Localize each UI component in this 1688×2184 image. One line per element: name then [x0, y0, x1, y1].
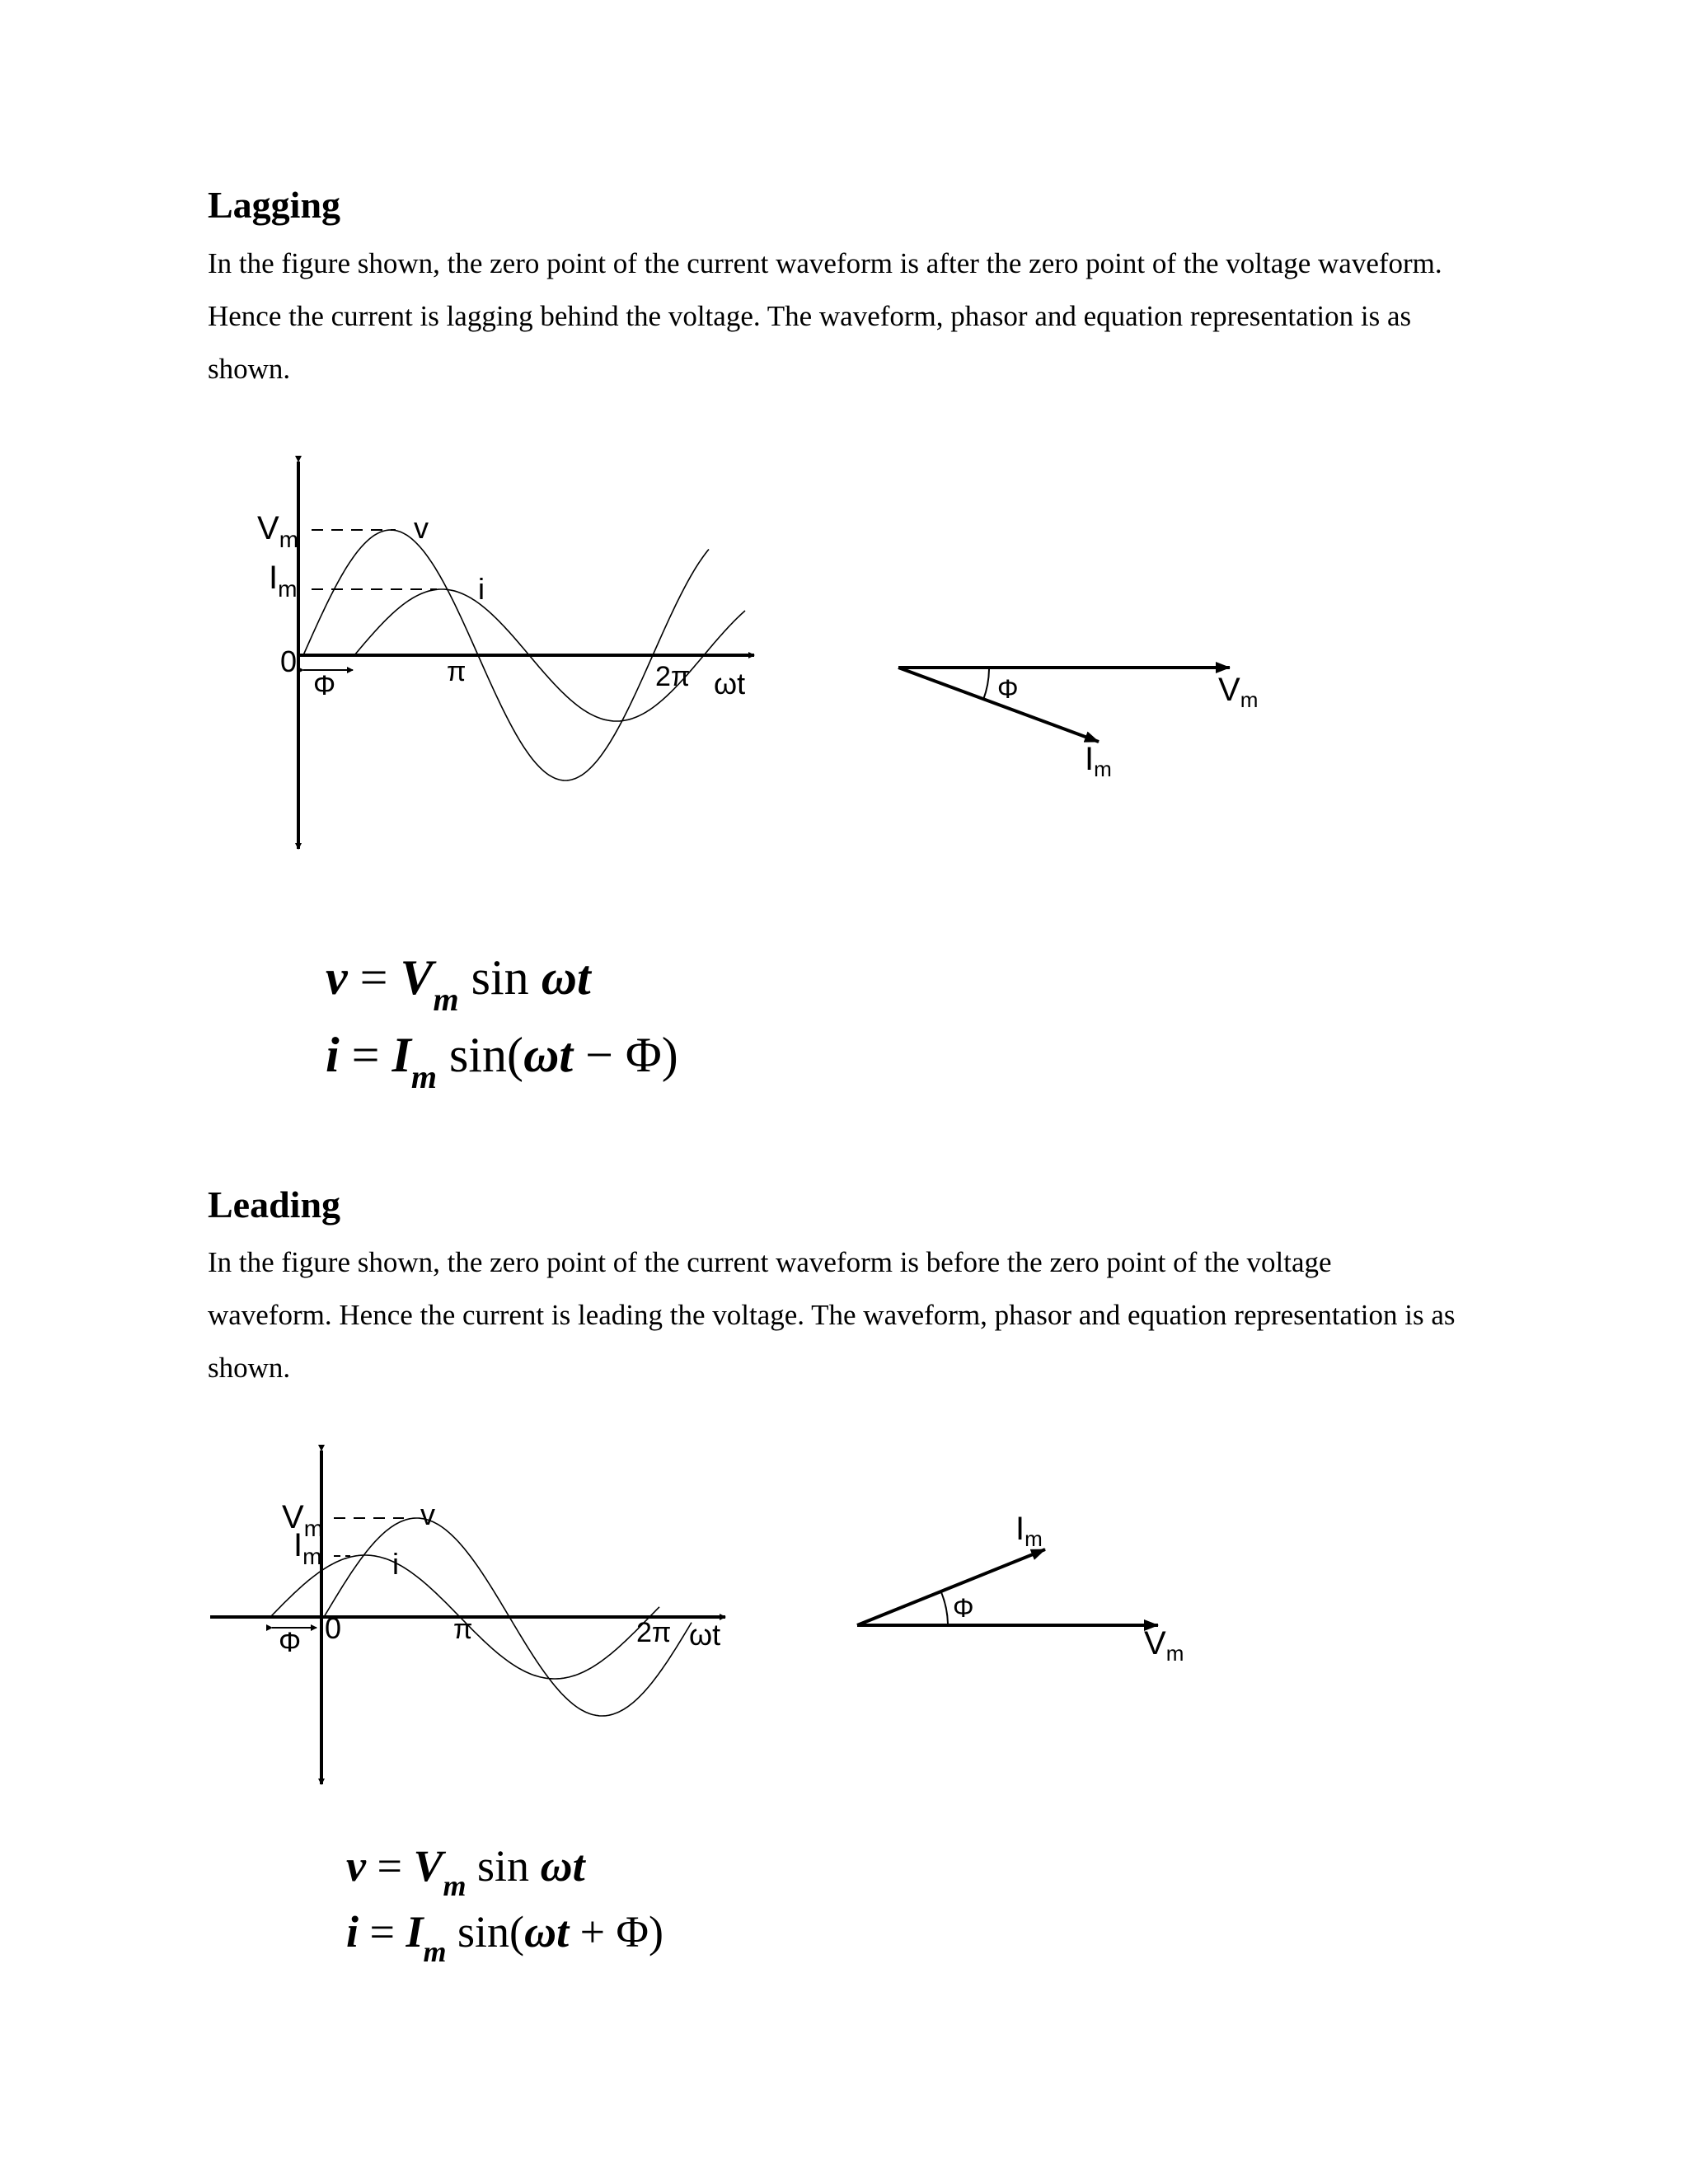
lagging-phi-label: Φ [313, 670, 336, 701]
leading-paragraph: In the figure shown, the zero point of the current waveform is before the zero point of the voltage waveform. Hence the current is leading the voltage. The waveform, phasor and equation representation is as shown. [208, 1246, 1456, 1384]
leading-phi-arc [941, 1592, 948, 1624]
leading-vm-label: $V_m$ [282, 1499, 324, 1541]
lagging-heading: Lagging [208, 184, 341, 226]
lagging-waveform-diagram [257, 462, 754, 849]
lagging-voltage-equation: $v = V_m$ sin ωt [326, 950, 591, 1018]
lagging-pi-label: π [447, 656, 467, 687]
lagging-phasor-vm-label: $V_m$ [1218, 672, 1259, 712]
leading-v-label: v [420, 1497, 435, 1531]
lagging-wt-label: ωt [714, 667, 746, 701]
leading-phasor-vm-label: $V_m$ [1144, 1625, 1184, 1666]
leading-im-phasor [857, 1549, 1045, 1625]
lagging-im-label: $I_m$ [269, 560, 298, 602]
leading-phasor-phi-label: Φ [953, 1593, 974, 1623]
leading-voltage-equation: $v = V_m$ sin ωt [346, 1841, 585, 1902]
lagging-phasor-diagram [898, 668, 1258, 781]
lagging-v-label: v [414, 511, 429, 545]
leading-2pi-label: 2π [636, 1617, 672, 1648]
leading-i-label: i [392, 1547, 399, 1581]
leading-current-equation: $i = I_m$ sin(ωt + Φ) [346, 1907, 664, 1968]
leading-wt-label: ωt [689, 1618, 721, 1652]
lagging-phi-arc [983, 669, 989, 700]
lagging-phasor-phi-label: Φ [997, 674, 1019, 704]
leading-phasor-diagram [857, 1511, 1184, 1666]
lagging-zero-label: 0 [280, 644, 298, 678]
lagging-equations [326, 950, 678, 1095]
leading-equations [346, 1841, 663, 1968]
lagging-phasor-im-label: $I_m$ [1085, 741, 1112, 781]
lagging-2pi-label: 2π [655, 661, 691, 692]
leading-zero-label: 0 [325, 1611, 342, 1645]
leading-heading: Leading [208, 1183, 341, 1226]
leading-phasor-im-label: $I_m$ [1015, 1511, 1043, 1551]
lagging-current-equation: $i = I_m$ sin(ωt − Φ) [326, 1028, 678, 1095]
leading-waveform-diagram [210, 1451, 725, 1784]
lagging-vm-label: $V_m$ [257, 510, 299, 552]
lagging-paragraph: In the figure shown, the zero point of the current waveform is after the zero point of the voltage waveform. Hence the current is lagging behind the voltage. The waveform, phasor and equation representation is as shown. [208, 247, 1442, 385]
leading-pi-label: π [453, 1614, 473, 1645]
leading-phi-label: Φ [279, 1627, 302, 1658]
leading-im-label: $I_m$ [293, 1527, 322, 1569]
lagging-i-label: i [478, 572, 485, 606]
